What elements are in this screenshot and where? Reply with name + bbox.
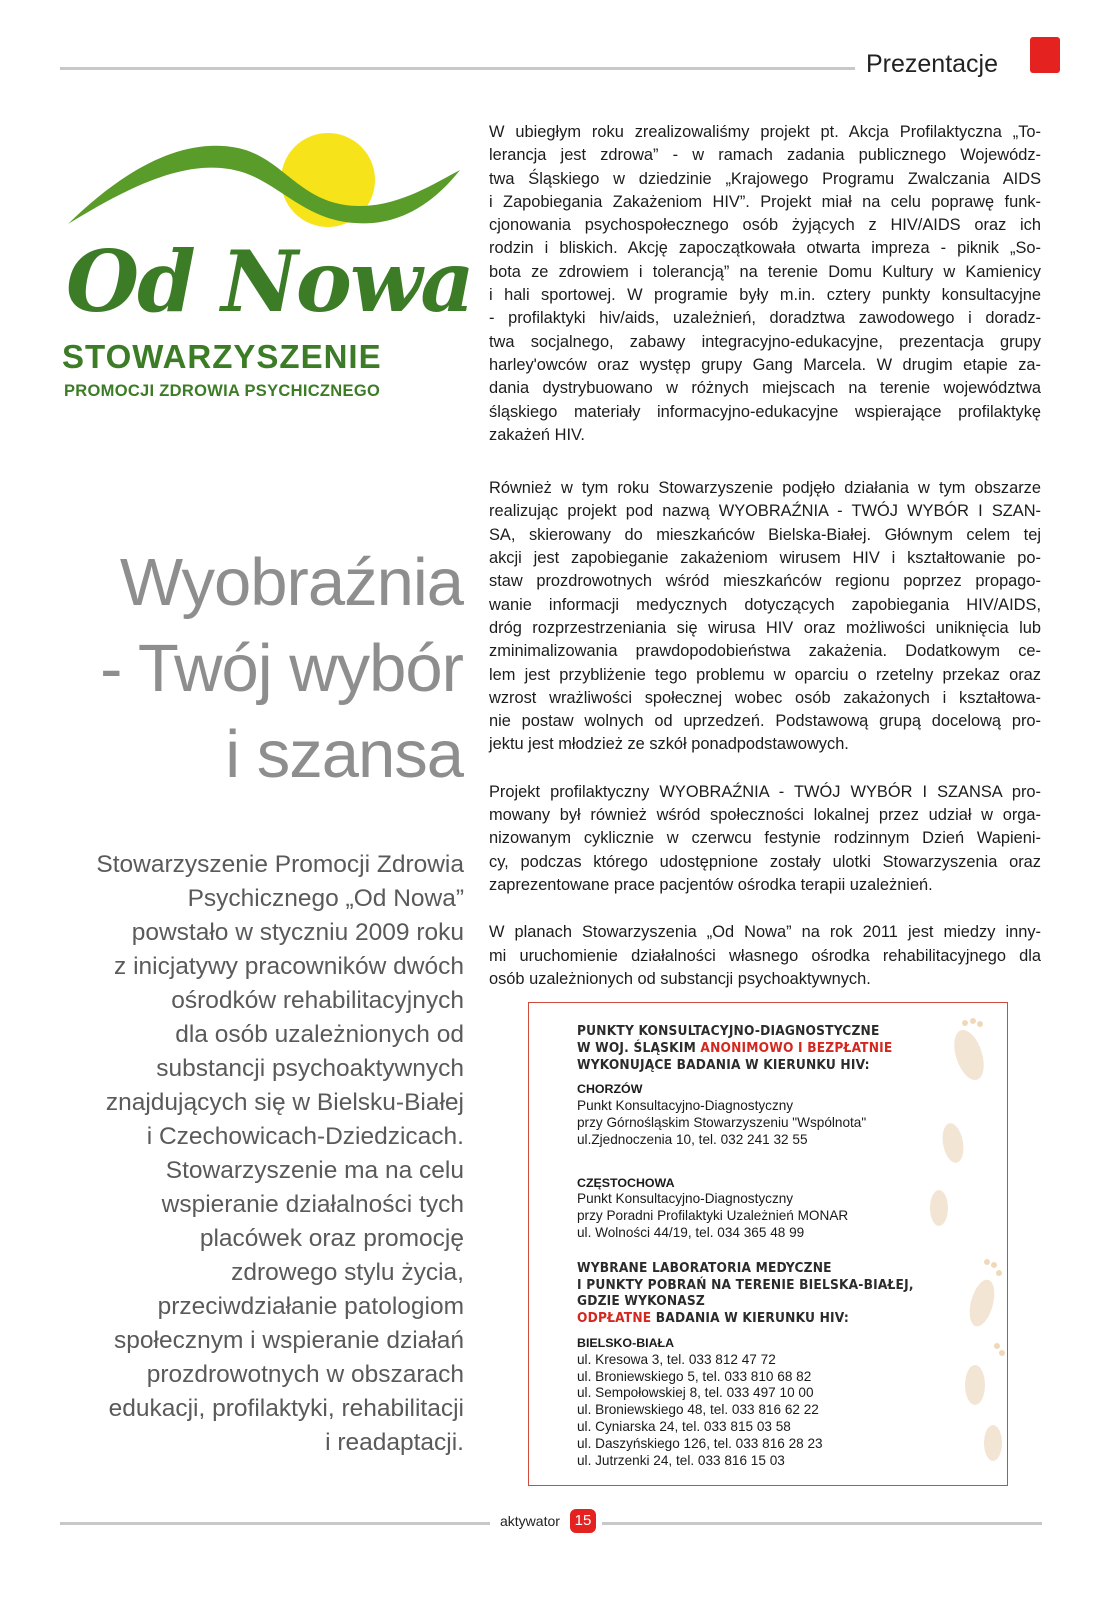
paragraph-current-project: [489, 477, 1041, 757]
intro-line: społecznym i wspieranie działań: [114, 1327, 464, 1354]
box-heading-part: W WOJ. ŚLĄSKIM: [577, 1039, 701, 1056]
text-line: - profilaktyki hiv/aids, uzależnień, doradztwa zawodowego i doradz-: [489, 309, 1041, 328]
lab-address: ul. Broniewskiego 5, tel. 033 810 68 82: [577, 1368, 812, 1384]
text-line: nie postaw wolnych od uprzedzeń. Podstawową grupą docelową pro-: [489, 712, 1041, 731]
article-title: [40, 540, 463, 798]
facility-address: ul.Zjednoczenia 10, tel. 032 241 32 55: [577, 1131, 808, 1147]
text-line: lerancja jest zdrowa” - w ramach zadania publicznego Wojewódz-: [489, 146, 1041, 165]
lab-address: ul. Jutrzenki 24, tel. 033 816 15 03: [577, 1452, 785, 1468]
footer-rule-left: [60, 1522, 490, 1525]
intro-line: dla osób uzależnionych od: [175, 1021, 464, 1048]
text-line: cy, podczas którego udostępnione zostały ulotki Stowarzyszenia oraz: [489, 852, 1041, 871]
facility-line: Punkt Konsultacyjno-Diagnostyczny: [577, 1098, 794, 1114]
title-line: - Twój wybór: [100, 631, 463, 706]
title-line: Wyobraźnia: [119, 545, 463, 620]
text-line: realizując projekt pod nazwą WYOBRAŹNIA - TWÓJ WYBÓR I SZAN-: [489, 502, 1041, 521]
intro-line: Stowarzyszenie ma na celu: [165, 1157, 464, 1184]
text-line: i hali sportowej. W programie były m.in. cztery punkty konsultacyjne: [489, 286, 1041, 305]
text-line: staw prozdrowotnych wśród mieszkańców regionu poprzez propago-: [489, 572, 1041, 591]
city-name: CZĘSTOCHOWA: [577, 1175, 675, 1190]
lab-address: ul. Daszyńskiego 126, tel. 033 816 28 23: [577, 1435, 823, 1451]
intro-line: placówek oraz promocję: [199, 1225, 464, 1252]
text-line: dróg rozprzestrzeniania się wirusa HIV oraz możliwości uniknięcia lub: [489, 618, 1041, 637]
lab-address: ul. Sempołowskiej 8, tel. 033 497 10 00: [577, 1385, 814, 1401]
green-swoosh: [68, 146, 460, 224]
text-line: lem jest przybliżenie tego problemu w oparciu o rzetelny przekaz oraz: [489, 665, 1041, 684]
info-box-hiv-testing: [528, 1002, 1008, 1486]
text-line: zakażeń HIV.: [489, 425, 585, 444]
paragraph-plans: [489, 921, 1041, 991]
facility-line: przy Górnośląskim Stowarzyszeniu "Wspólnota": [577, 1114, 867, 1130]
intro-line: przeciwdziałanie patologiom: [157, 1293, 464, 1320]
text-line: cjonowania psychospołecznego osób żyjących z HIV/AIDS oraz ich: [489, 216, 1041, 235]
facility-address: ul. Wolności 44/19, tel. 034 365 48 99: [577, 1224, 805, 1240]
city-name: BIELSKO-BIAŁA: [577, 1335, 675, 1350]
intro-line: zdrowego stylu życia,: [231, 1259, 464, 1286]
section-title: Prezentacje: [866, 50, 999, 78]
text-line: mi uruchomienie działalności własnego ośrodka rehabilitacyjnego dla: [489, 946, 1041, 965]
intro-line: Psychicznego „Od Nowa”: [187, 885, 464, 912]
text-line: jektu jest młodzież ze szkół ponadpodstawowych.: [489, 735, 849, 754]
text-line: bota ze zdrowiem i tolerancją” na terenie Domu Kultury w Kamienicy: [489, 262, 1041, 281]
facility-line: Punkt Konsultacyjno-Diagnostyczny: [577, 1191, 794, 1207]
paragraph-previous-project: [489, 121, 1041, 447]
lab-address: ul. Kresowa 3, tel. 033 812 47 72: [577, 1351, 776, 1367]
intro-line: substancji psychoaktywnych: [156, 1055, 464, 1082]
box-heading: [577, 1040, 977, 1057]
facility-line: przy Poradni Profilaktyki Uzależnień MONAR: [577, 1208, 849, 1224]
paid-label: ODPŁATNE: [577, 1310, 652, 1327]
info-box-content: [577, 1023, 977, 1469]
text-line: twa socjalnego, zabawy integracyjno-edukacyjne, prezentacja grupy: [489, 332, 1041, 351]
intro-paragraph: [52, 848, 464, 1460]
text-line: Również w tym roku Stowarzyszenie podjęło działania w tym obszarze: [489, 479, 1041, 498]
city-name: CHORZÓW: [577, 1082, 643, 1097]
intro-line: powstało w styczniu 2009 roku: [131, 919, 464, 946]
intro-line: edukacji, profilaktyki, rehabilitacji: [108, 1395, 464, 1422]
intro-line: ośrodków rehabilitacyjnych: [171, 987, 464, 1014]
page-number: 15: [570, 1509, 596, 1533]
text-line: wzrost wrażliwości społecznej wobec osób zakażonych i kształtowa-: [489, 688, 1041, 707]
text-line: W ubiegłym roku zrealizowaliśmy projekt pt. Akcja Profilaktyczna „To-: [489, 123, 1041, 141]
text-line: rodzin i bliskich. Akcję zapoczątkowała otwarta impreza - piknik „So-: [489, 239, 1041, 258]
intro-line: z inicjatywy pracowników dwóch: [114, 953, 464, 980]
text-line: zaprezentowane prace pacjentów ośrodka terapii uzależnień.: [489, 875, 933, 894]
text-line: harley'owców oraz występ grupy Gang Marcela. W drugim etapie za-: [489, 355, 1041, 374]
text-line: nizowanym cyklicznie w czerwcu festynie rodzinnym Dzień Wapieni-: [489, 829, 1041, 848]
text-line: twa Śląskiego w dziedzinie „Krajowego Programu Zwalczania AIDS: [489, 169, 1041, 188]
text-line: śląskiego materiały informacyjno-edukacyjne wspierające profilaktykę: [489, 402, 1041, 421]
text-line: Projekt profilaktyczny WYOBRAŹNIA - TWÓJ WYBÓR I SZANSA pro-: [489, 782, 1041, 801]
text-line: osób uzależnionych od substancji psychoaktywnych.: [489, 969, 871, 988]
box-heading: GDZIE WYKONASZ: [577, 1293, 706, 1310]
box-heading: WYKONUJĄCE BADANIA W KIERUNKU HIV:: [577, 1056, 870, 1073]
magazine-name: aktywator: [500, 1513, 560, 1529]
logo-org-type: STOWARZYSZENIE: [62, 338, 382, 375]
text-line: i Zapobiegania Zakażeniom HIV”. Projekt miał na celu poprawę funk-: [489, 192, 1041, 211]
text-line: dania dystrybuowano w różnych miejscach na terenie województwa: [489, 379, 1041, 398]
address-list: [577, 1352, 977, 1470]
text-line: akcji jest zapobieganie zakażeniom wirusem HIV i kształtowanie po-: [489, 549, 1041, 568]
intro-line: wspieranie działalności tych: [161, 1191, 464, 1218]
intro-line: znajdujących się w Bielsku-Białej: [105, 1089, 464, 1116]
box-heading-part: BADANIA W KIERUNKU HIV:: [651, 1310, 849, 1327]
free-anonymous-label: ANONIMOWO I BEZPŁATNIE: [700, 1039, 893, 1056]
title-line: i szansa: [225, 717, 463, 792]
lab-address: ul. Broniewskiego 48, tel. 033 816 62 22: [577, 1402, 819, 1418]
text-line: W planach Stowarzyszenia „Od Nowa” na rok 2011 jest miedzy inny-: [489, 923, 1041, 942]
text-line: zminimalizowania prawdopodobieństwa zakażenia. Dodatkowym ce-: [489, 642, 1041, 661]
box-heading: WYBRANE LABORATORIA MEDYCZNE: [577, 1259, 832, 1276]
text-line: wanie informacji medycznych dotyczących zapobiegania HIV/AIDS,: [489, 595, 1041, 614]
box-heading: I PUNKTY POBRAŃ NA TERENIE BIELSKA-BIAŁEJ,: [577, 1276, 914, 1293]
intro-line: i Czechowicach-Dziedzicach.: [146, 1123, 464, 1150]
text-line: mowany był również wśród społeczności lokalnej przez udział w orga-: [489, 806, 1041, 825]
footer-rule-right: [602, 1522, 1042, 1525]
logo-org-name: PROMOCJI ZDROWIA PSYCHICZNEGO: [64, 382, 381, 400]
lab-address: ul. Cyniarska 24, tel. 033 815 03 58: [577, 1418, 791, 1434]
logo-wordmark: Od Nowa: [66, 232, 473, 331]
box-heading: [577, 1310, 977, 1327]
section-marker: [1030, 37, 1060, 73]
intro-line: Stowarzyszenie Promocji Zdrowia: [96, 851, 464, 878]
box-heading: PUNKTY KONSULTACYJNO-DIAGNOSTYCZNE: [577, 1023, 880, 1039]
intro-line: prozdrowotnych w obszarach: [146, 1361, 464, 1388]
text-line: SA, skierowany do mieszkańców Bielska-Białej. Głównym celem tej: [489, 525, 1041, 544]
paragraph-promotion: [489, 781, 1041, 897]
header-rule: [60, 67, 855, 70]
article-body: [489, 121, 1041, 1015]
intro-line: i readaptacji.: [325, 1429, 464, 1456]
